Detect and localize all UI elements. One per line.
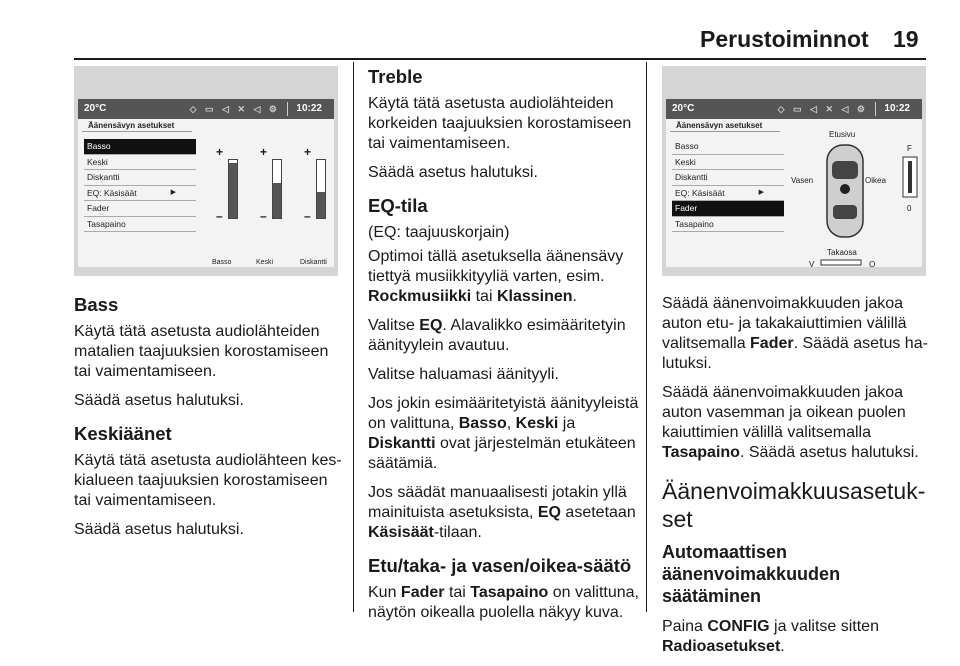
bass-adjust: Säädä asetus halutuksi.	[74, 392, 244, 409]
treble-text: Käytä tätä asetusta audiolähteiden korkeiden taajuuksien korostamiseen tai vaimentamiseen.	[368, 95, 632, 152]
fader-info: Säädä äänenvoimakkuuden jakoa auton etu- ja takakaiuttimien välillä valitsemalla Fader. Säädä asetus halutuksi.	[662, 295, 928, 372]
title-underline	[670, 131, 780, 132]
status-separator	[287, 102, 288, 116]
page-number: 19	[893, 26, 919, 52]
screen-title: Äänensävyn asetukset	[676, 121, 763, 130]
status-icons: ◇ ▭ ◁ ✕ ◁ ⚙	[189, 104, 280, 114]
eq-paragraph-5: Jos säädät manuaalisesti jotakin yllä mainituista asetuksista, EQ asetetaan Käsisäät-tilaan.	[368, 484, 636, 541]
bass-text: Käytä tätä asetusta audiolähteiden matalien taajuuksien korostamiseen tai vaimentamiseen.	[74, 323, 329, 380]
tone-settings-screenshot	[74, 66, 338, 276]
menu-item-tasapaino[interactable]: Tasapaino	[84, 217, 196, 233]
fader-balance-screenshot	[662, 66, 926, 276]
slider-fill	[317, 192, 325, 218]
plus-icon: +	[304, 145, 312, 159]
rear-label: Takaosa	[827, 248, 857, 257]
balance-o-label: O	[869, 260, 876, 267]
minus-icon: –	[260, 209, 267, 223]
auto-volume-heading: Automaattisen äänenvoimakkuuden säätäminen	[662, 542, 841, 606]
mid-adjust: Säädä asetus halutuksi.	[74, 521, 244, 538]
mid-text: Käytä tätä asetusta audiolähteen keskialueen taajuuksien korostamiseen tai vaimentamiseen.	[74, 452, 342, 509]
status-bar	[666, 99, 922, 119]
chevron-right-icon: ▶	[758, 188, 764, 196]
title-underline	[82, 131, 192, 132]
plus-icon: +	[260, 145, 268, 159]
status-icons: ◇ ▭ ◁ ✕ ◁ ⚙	[777, 104, 868, 114]
eq-heading: EQ-tila	[368, 195, 428, 216]
treble-heading: Treble	[368, 66, 423, 87]
minus-icon: –	[304, 209, 311, 223]
menu-item-fader[interactable]: Fader	[84, 201, 196, 217]
status-separator	[875, 102, 876, 116]
front-label: Etusivu	[829, 130, 856, 139]
fader-f-label: F	[907, 144, 912, 153]
screen-title: Äänensävyn asetukset	[88, 121, 175, 130]
status-bar	[78, 99, 334, 119]
fader-paragraph: Kun Fader tai Tasapaino on valittuna, näytön oikealla puolella näkyy kuva.	[368, 584, 639, 621]
screen-display	[78, 99, 334, 267]
left-label: Vasen	[791, 176, 814, 185]
slider-fill	[229, 163, 237, 218]
right-label: Oikea	[865, 176, 886, 185]
header-rule	[74, 58, 926, 60]
column-3	[662, 294, 932, 666]
eq-paragraph-4: Jos jokin esimääritetyistä äänityyleistä on valittuna, Basso, Keski ja Diskantti ovat järjestelmän etukäteen säätämiä.	[368, 395, 639, 472]
eq-subtitle: (EQ: taajuuskorjain)	[368, 224, 510, 241]
minus-icon: –	[216, 209, 223, 223]
mid-heading: Keskiäänet	[74, 423, 172, 444]
eq-paragraph-2: Valitse EQ. Alavalikko esimääritetyin äänityylein avautuu.	[368, 317, 626, 354]
auto-volume-text: Paina CONFIG ja valitse sitten Radioasetukset.	[662, 618, 879, 655]
slider-basso[interactable]	[212, 145, 256, 267]
page-title: Perustoiminnot	[700, 26, 869, 52]
tone-sliders	[208, 145, 334, 267]
page-header	[0, 18, 960, 58]
temperature: 20°C	[84, 103, 107, 114]
tone-menu	[84, 139, 196, 232]
menu-item-tasapaino[interactable]: Tasapaino	[672, 217, 784, 233]
slider-diskantti[interactable]	[300, 145, 334, 267]
temperature: 20°C	[672, 103, 695, 114]
volume-settings-heading: Äänenvoimakkuusasetukset	[662, 478, 926, 532]
slider-label: Basso	[212, 259, 232, 266]
fader-heading: Etu/taka- ja vasen/oikea-säätö	[368, 555, 632, 576]
column-1	[74, 294, 346, 549]
fader-0-label: 0	[907, 204, 912, 213]
slider-label: Keski	[256, 259, 274, 266]
menu-item-eq[interactable]: EQ: Käsisäät ▶	[84, 186, 196, 202]
column-2	[368, 66, 640, 632]
eq-paragraph-3: Valitse haluamasi äänityyli.	[368, 366, 559, 383]
chevron-right-icon: ▶	[170, 188, 176, 196]
menu-item-keski[interactable]: Keski	[84, 155, 196, 171]
menu-item-keski[interactable]: Keski	[672, 155, 784, 171]
plus-icon: +	[216, 145, 224, 159]
menu-item-diskantti[interactable]: Diskantti	[672, 170, 784, 186]
menu-item-diskantti[interactable]: Diskantti	[84, 170, 196, 186]
slider-track	[316, 159, 326, 219]
eq-paragraph-1: Optimoi tällä asetuksella äänensävy tiettyä musiikkityyliä varten, esim. Rockmusiikki tai Klassinen.	[368, 248, 624, 305]
slider-track	[272, 159, 282, 219]
slider-label: Diskantti	[300, 259, 327, 266]
slider-fill	[273, 183, 281, 218]
slider-track	[228, 159, 238, 219]
balance-v-label: V	[809, 260, 815, 267]
bass-heading: Bass	[74, 294, 119, 315]
car-top-view-icon	[791, 121, 921, 267]
menu-item-basso[interactable]: Basso	[672, 139, 784, 155]
column-divider-1	[353, 62, 354, 612]
menu-item-eq[interactable]: EQ: Käsisäät ▶	[672, 186, 784, 202]
clock: 10:22	[884, 103, 910, 114]
clock: 10:22	[296, 103, 322, 114]
balance-info: Säädä äänenvoimakkuuden jakoa auton vasemman ja oikean puolen kaiuttimien välillä valitsemalla Tasapaino. Säädä asetus halutuksi.	[662, 384, 919, 461]
fader-balance-control[interactable]	[791, 121, 922, 267]
tone-menu	[672, 139, 784, 232]
treble-adjust: Säädä asetus halutuksi.	[368, 164, 538, 181]
menu-item-basso[interactable]: Basso	[84, 139, 196, 155]
column-divider-2	[646, 62, 647, 612]
screen-display	[666, 99, 922, 267]
slider-keski[interactable]	[256, 145, 300, 267]
menu-item-fader[interactable]: Fader	[672, 201, 784, 217]
